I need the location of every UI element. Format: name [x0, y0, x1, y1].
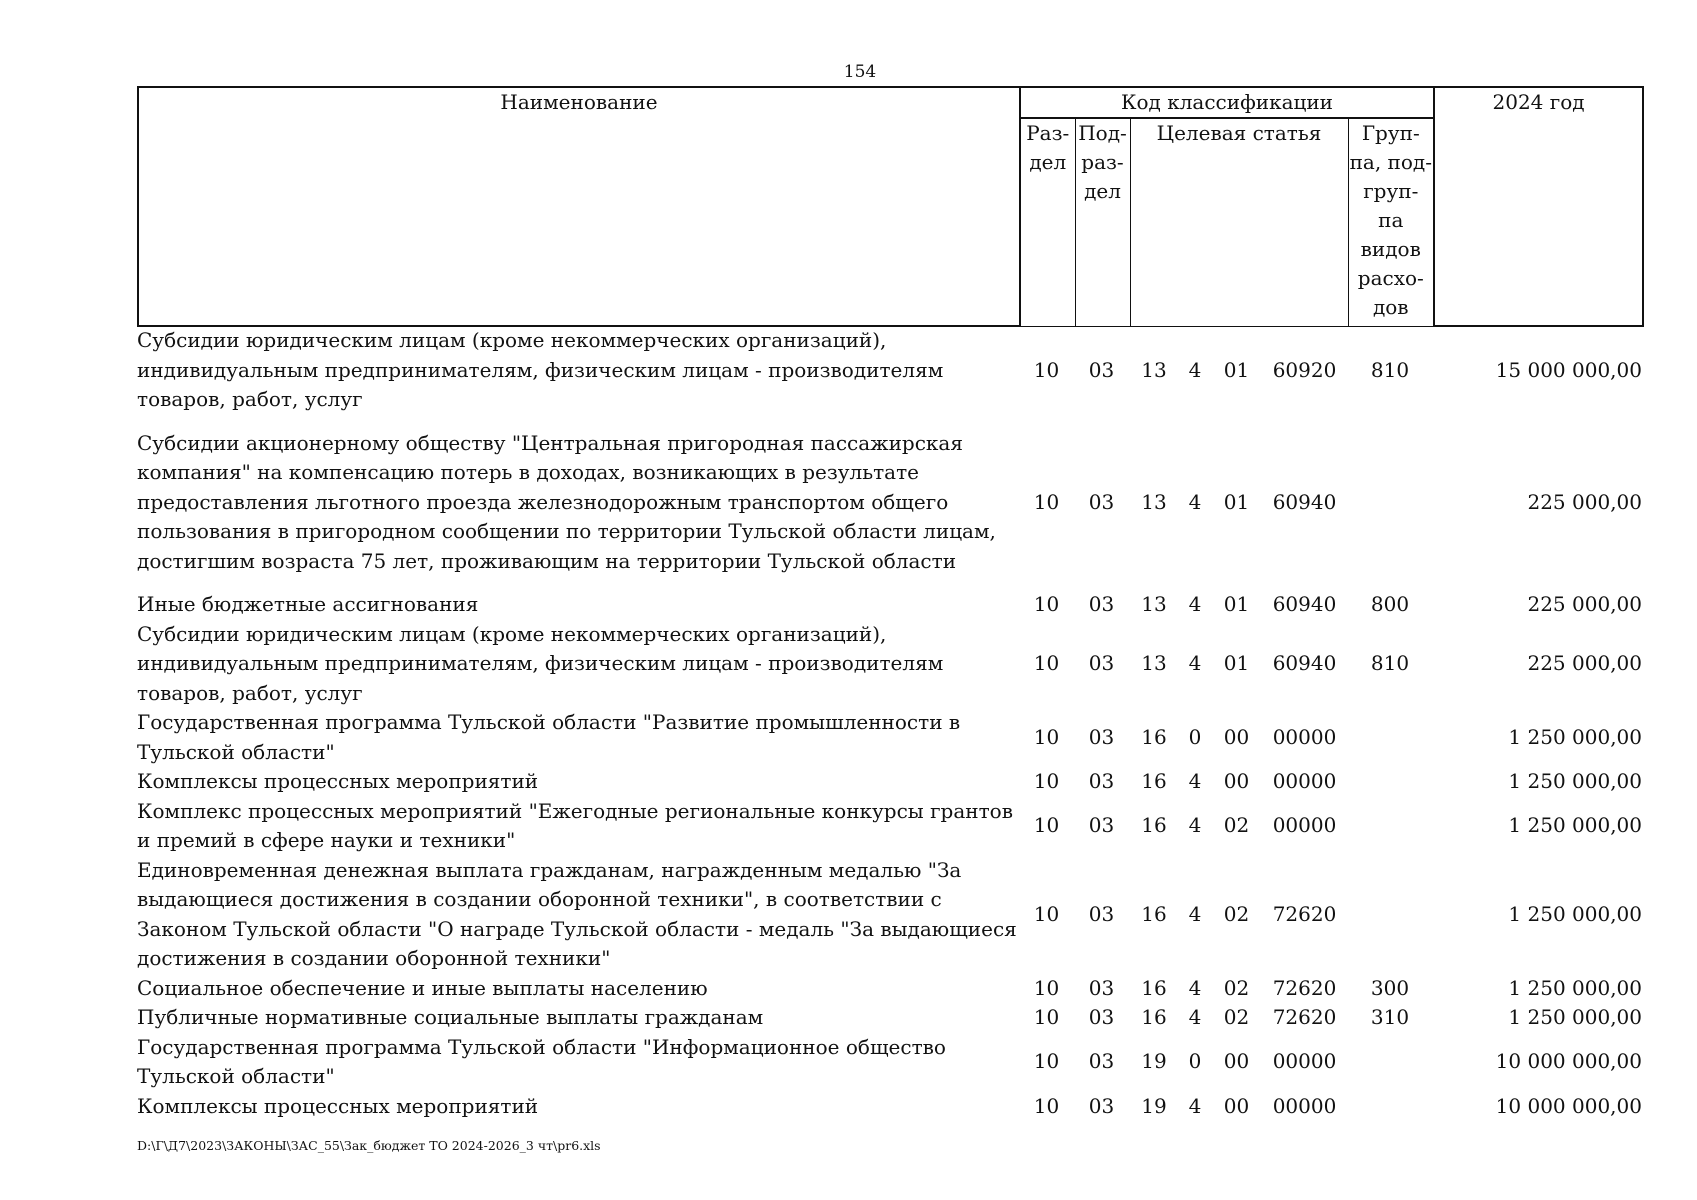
row-amount: 225 000,00 [1527, 651, 1642, 675]
row-spacer-cell [137, 576, 1642, 590]
row-name: Государственная программа Тульской области "Информационное общество Тульской области" [137, 1034, 946, 1088]
row-cs4: 72620 [1272, 901, 1337, 926]
row-pr: 03 [1088, 1093, 1115, 1118]
row-rz: 10 [1033, 813, 1060, 838]
row-cs4: 60940 [1272, 489, 1337, 514]
row-cs2: 4 [1188, 357, 1202, 382]
table-row [137, 620, 1642, 709]
table-row [137, 326, 1642, 415]
row-vr [1347, 856, 1433, 974]
row-cs1: 16 [1141, 1005, 1167, 1029]
data-table [137, 326, 1642, 1121]
row-cs3: 00 [1223, 769, 1250, 793]
row-name: Публичные нормативные социальные выплаты гражданам [137, 1005, 764, 1029]
header-subsection: Под- раз- дел [1075, 118, 1130, 326]
row-cs2: 4 [1188, 769, 1202, 793]
row-name: Комплексы процессных мероприятий [137, 1093, 539, 1118]
row-cs2: 0 [1188, 724, 1202, 749]
header-year: 2024 год [1434, 87, 1643, 326]
row-rz: 10 [1033, 1049, 1060, 1074]
row-rz: 10 [1033, 651, 1060, 675]
row-vr: 300 [1370, 975, 1410, 1000]
row-name: Государственная программа Тульской области "Развитие промышленности в Тульской области" [137, 710, 961, 764]
row-cs2: 4 [1188, 1005, 1202, 1029]
row-cs4: 00000 [1272, 813, 1337, 838]
row-name: Единовременная денежная выплата гражданам, награжденным медалью "За выдающиеся достижения в создании оборонной техники", в соответствии с Законом Тульской области "О награде Тульской области - медаль "За выдающиеся достижения в создании оборонной техники" [137, 857, 1017, 970]
row-pr: 03 [1088, 592, 1115, 616]
row-amount: 1 250 000,00 [1508, 1005, 1642, 1029]
row-pr: 03 [1088, 901, 1115, 926]
row-cs1: 13 [1141, 489, 1167, 514]
row-rz: 10 [1033, 357, 1060, 382]
row-cs1: 13 [1141, 357, 1167, 382]
row-cs3: 02 [1223, 975, 1250, 1000]
row-cs3: 02 [1223, 1005, 1250, 1029]
row-cs4: 00000 [1272, 1093, 1337, 1118]
row-cs4: 60940 [1272, 592, 1337, 616]
row-pr: 03 [1088, 769, 1115, 793]
row-cs1: 16 [1141, 901, 1167, 926]
row-amount: 225 000,00 [1527, 489, 1642, 514]
row-vr: 800 [1370, 592, 1410, 616]
row-cs1: 16 [1141, 724, 1167, 749]
row-cs3: 00 [1223, 724, 1250, 749]
row-pr: 03 [1088, 975, 1115, 1000]
row-amount: 1 250 000,00 [1508, 813, 1642, 838]
row-amount: 15 000 000,00 [1495, 357, 1642, 382]
row-pr: 03 [1088, 813, 1115, 838]
row-cs3: 01 [1223, 651, 1250, 675]
row-amount: 1 250 000,00 [1508, 975, 1642, 1000]
table-row [137, 767, 1642, 797]
row-vr [1347, 767, 1433, 797]
table-row [137, 429, 1642, 577]
row-cs1: 16 [1141, 975, 1167, 1000]
header-target: Целевая статья [1130, 118, 1348, 326]
header-section: Раз- дел [1020, 118, 1075, 326]
row-cs1: 19 [1141, 1049, 1167, 1074]
row-cs2: 0 [1188, 1049, 1202, 1074]
row-vr: 310 [1370, 1005, 1410, 1029]
row-name: Субсидии акционерному обществу "Центральная пригородная пассажирская компания" на компенсацию потерь в доходах, возникающих в результате предоставления льготного проезда железнодорожным транспортом общего пользования в пригородном сообщении по территории Тульской области лицам, достигшим возраста 75 лет, проживающим на территории Тульской области [137, 430, 996, 573]
row-cs3: 01 [1223, 489, 1250, 514]
table-row [137, 856, 1642, 974]
row-cs1: 13 [1141, 592, 1167, 616]
row-vr [1347, 708, 1433, 767]
row-cs2: 4 [1188, 651, 1202, 675]
row-cs4: 60920 [1272, 357, 1337, 382]
row-pr: 03 [1088, 489, 1115, 514]
row-name: Комплексы процессных мероприятий [137, 769, 539, 793]
row-cs4: 00000 [1272, 1049, 1337, 1074]
row-cs3: 01 [1223, 357, 1250, 382]
row-pr: 03 [1088, 1049, 1115, 1074]
row-cs4: 00000 [1272, 769, 1337, 793]
row-amount: 10 000 000,00 [1495, 1049, 1642, 1074]
row-rz: 10 [1033, 724, 1060, 749]
row-cs4: 72620 [1272, 975, 1337, 1000]
row-cs3: 02 [1223, 901, 1250, 926]
row-amount: 1 250 000,00 [1508, 724, 1642, 749]
table-row [137, 590, 1642, 620]
row-amount: 1 250 000,00 [1508, 901, 1642, 926]
row-cs3: 00 [1223, 1049, 1250, 1074]
row-cs3: 01 [1223, 592, 1250, 616]
header-group: Груп- па, под- груп- па видов расхо- дов [1348, 118, 1434, 326]
row-rz: 10 [1033, 1005, 1060, 1029]
row-cs1: 16 [1141, 813, 1167, 838]
row-amount: 10 000 000,00 [1495, 1093, 1642, 1118]
row-cs2: 4 [1188, 489, 1202, 514]
row-name: Субсидии юридическим лицам (кроме некоммерческих организаций), индивидуальным предпринимателям, физическим лицам - производителям товаров, работ, услуг [137, 328, 944, 411]
row-name: Комплекс процессных мероприятий "Ежегодные региональные конкурсы грантов и премий в сфере науки и техники" [137, 798, 1013, 852]
row-rz: 10 [1033, 975, 1060, 1000]
row-spacer [137, 576, 1642, 590]
row-amount: 225 000,00 [1527, 592, 1642, 616]
row-pr: 03 [1088, 1005, 1115, 1029]
row-name: Социальное обеспечение и иные выплаты населению [137, 975, 708, 1000]
row-vr [1347, 1033, 1433, 1092]
row-rz: 10 [1033, 592, 1060, 616]
row-amount: 1 250 000,00 [1508, 769, 1642, 793]
row-rz: 10 [1033, 901, 1060, 926]
table-row [137, 708, 1642, 767]
header-code-group: Код классификации [1020, 87, 1434, 118]
row-cs4: 60940 [1272, 651, 1337, 675]
table-row [137, 974, 1642, 1004]
row-cs4: 00000 [1272, 724, 1337, 749]
row-pr: 03 [1088, 724, 1115, 749]
row-cs2: 4 [1188, 592, 1202, 616]
row-cs4: 72620 [1272, 1005, 1337, 1029]
row-cs1: 16 [1141, 769, 1167, 793]
row-rz: 10 [1033, 769, 1060, 793]
row-pr: 03 [1088, 357, 1115, 382]
row-vr [1347, 797, 1433, 856]
table-header [137, 86, 1644, 327]
page-number: 154 [843, 62, 877, 82]
row-cs2: 4 [1188, 1093, 1202, 1118]
row-cs3: 00 [1223, 1093, 1250, 1118]
row-cs3: 02 [1223, 813, 1250, 838]
row-spacer [137, 415, 1642, 429]
row-vr: 810 [1370, 651, 1410, 675]
table-row [137, 797, 1642, 856]
row-rz: 10 [1033, 1093, 1060, 1118]
row-cs2: 4 [1188, 901, 1202, 926]
row-cs2: 4 [1188, 975, 1202, 1000]
row-spacer-cell [137, 415, 1642, 429]
row-vr [1347, 429, 1433, 577]
table-row [137, 1092, 1642, 1122]
row-cs2: 4 [1188, 813, 1202, 838]
row-name: Субсидии юридическим лицам (кроме некоммерческих организаций), индивидуальным предпринимателям, физическим лицам - производителям товаров, работ, услуг [137, 621, 944, 705]
row-cs1: 13 [1141, 651, 1167, 675]
header-name: Наименование [138, 87, 1020, 326]
row-vr [1347, 1092, 1433, 1122]
table-row [137, 1033, 1642, 1092]
table-row [137, 1003, 1642, 1033]
file-path-footer: D:\Г\Д7\2023\ЗАКОНЫ\ЗАС_55\Зак_бюджет ТО 2024-2026_3 чт\pr6.xls [137, 1138, 601, 1153]
row-rz: 10 [1033, 489, 1060, 514]
row-name: Иные бюджетные ассигнования [137, 592, 479, 616]
row-pr: 03 [1088, 651, 1115, 675]
row-vr: 810 [1370, 357, 1410, 382]
row-cs1: 19 [1141, 1093, 1167, 1118]
